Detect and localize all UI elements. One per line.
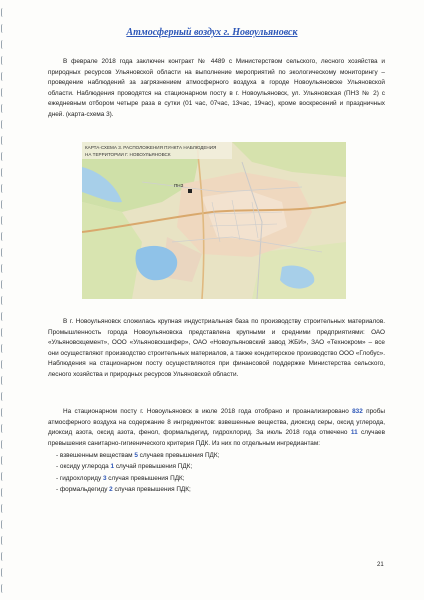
- exceedance-list: [56, 450, 219, 496]
- binding-ring: [1, 536, 8, 545]
- binding-ring: [1, 40, 8, 49]
- binding-ring: [1, 312, 8, 321]
- list-item-count: 5: [134, 452, 138, 459]
- binding-ring: [1, 120, 8, 129]
- list-item: - взвешенным веществам 5 случаев превышения ПДК;: [56, 452, 220, 459]
- binding-ring: [1, 520, 8, 529]
- binding-ring: [1, 360, 8, 369]
- results-text-3: случаев превышения санитарно-гигиенического критерия ПДК. Из них по отдельным ингредиантам:: [48, 429, 385, 447]
- binding-ring: [1, 184, 8, 193]
- results-text-1: На стационарном посту г. Новоульяновск в июле 2018 года отобрано и проанализировано: [63, 408, 353, 415]
- map-caption-line1: КАРТА-СХЕМА 3. РАСПОЛОЖЕНИЯ ПУНКТА НАБЛЮДЕНИЯ: [85, 145, 217, 150]
- binding-ring: [1, 584, 8, 593]
- binding-ring: [1, 456, 8, 465]
- binding-ring: [1, 472, 8, 481]
- binding-ring: [1, 328, 8, 337]
- binding-ring: [1, 392, 8, 401]
- samples-count: 832: [352, 408, 363, 415]
- page-title: Атмосферный воздух г. Новоульяновск: [126, 27, 298, 38]
- binding-ring: [1, 152, 8, 161]
- binding-ring: [1, 424, 8, 433]
- binding-ring: [1, 488, 8, 497]
- binding-ring: [1, 72, 8, 81]
- binding-ring: [1, 440, 8, 449]
- list-item-count: 1: [110, 463, 115, 471]
- binding-ring: [1, 344, 8, 353]
- page-number: 21: [377, 562, 384, 568]
- binding-ring: [1, 296, 8, 305]
- intro-paragraph: В феврале 2018 года заключен контракт № 4489 с Министерством сельского, лесного хозяйства и природных ресурсов Ульяновской области на выполнение мероприятий по экологическому мониторингу – проведение наблюдений за загрязнением атмосферного воздуха в городе Новоульяновске Ульяновской области. Наблюдения проводятся на стационарном посту в г. Новоульяновск, ул. Ульяновская (ПНЗ № 2) с ежедневным отбором четыре раза в сутки (01 час, 07час, 13час, 19час), кроме воскресений и праздничных дней. (карта-схема 3).: [48, 58, 385, 118]
- list-item: - оксиду углерода 1 случай превышения ПДК;: [56, 463, 193, 471]
- binding-ring: [1, 248, 8, 257]
- station-marker-label: ПНЗ: [174, 183, 184, 188]
- binding-ring: [1, 408, 8, 417]
- list-item: - формальдегиду 2 случая превышения ПДК;: [56, 486, 191, 494]
- binding-ring: [1, 376, 8, 385]
- list-item: - гидрохлориду 3 случая превышения ПДК;: [56, 474, 185, 482]
- station-marker-icon: [188, 189, 192, 193]
- exceedance-count: 11: [350, 429, 358, 437]
- binding-ring: [1, 88, 8, 97]
- binding-ring: [1, 104, 8, 113]
- results-paragraph: [48, 407, 385, 449]
- industry-paragraph: В г. Новоульяновск сложилась крупная индустриальная база по производству строительных материалов. Промышленность города Новоульяновска представлена крупными и средними предприятиями: ОАО «Ульяновскцемент», ООО «Ульяновскшифер», ОАО «Новоульяновский завод ЖБИ», ЗАО «Технокром» – все они осуществляют производство строительных материалов, а также кондитерское производство ООО «Глобус». Наблюдения на стационарном посту осуществляются при финансовой поддержке Министерства сельского, лесного хозяйства и природных ресурсов Ульяновской области.: [48, 318, 385, 378]
- results-text-2: пробы атмосферного воздуха на содержание 8 ингредиентов: взвешенные вещества, диоксид серы, оксид углерода, диоксид азота, оксид азота, фенол, формальдегид, гидрохлорид. За июль 2018 года отмечено: [48, 408, 385, 437]
- binding-ring: [1, 552, 8, 561]
- spiral-binding: [0, 0, 8, 600]
- binding-ring: [1, 568, 8, 577]
- binding-ring: [1, 200, 8, 209]
- list-item-count: 3: [102, 474, 107, 482]
- binding-ring: [1, 136, 8, 145]
- binding-ring: [1, 168, 8, 177]
- binding-ring: [1, 504, 8, 513]
- binding-ring: [1, 216, 8, 225]
- binding-ring: [1, 8, 8, 17]
- binding-ring: [1, 280, 8, 289]
- binding-ring: [1, 232, 8, 241]
- binding-ring: [1, 264, 8, 273]
- map-caption-line2: НА ТЕРРИТОРИИ Г. НОВОУЛЬЯНОВСК: [85, 152, 171, 157]
- list-item-count: 2: [109, 486, 113, 494]
- binding-ring: [1, 56, 8, 65]
- location-map: [82, 142, 346, 299]
